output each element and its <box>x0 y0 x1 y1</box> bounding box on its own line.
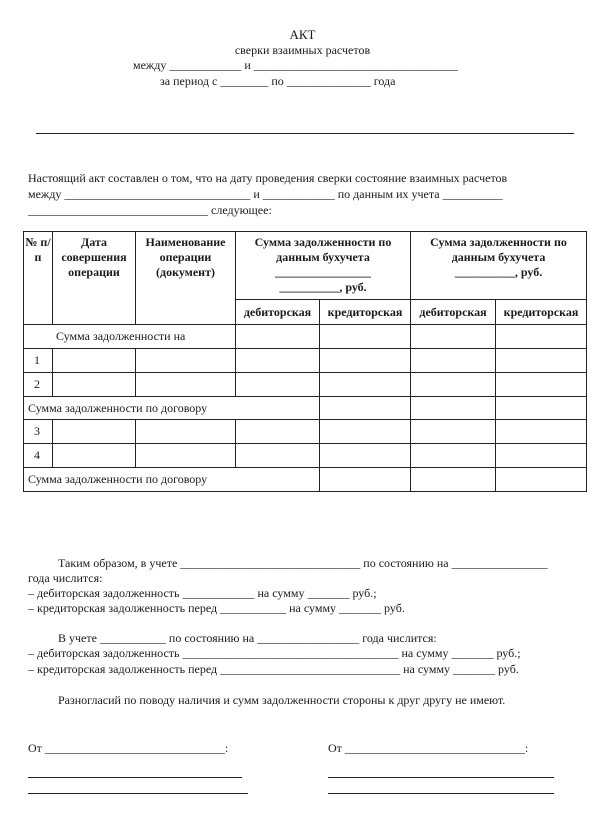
header-operation: Наименование операции (документ) <box>136 232 236 325</box>
table-cell <box>236 444 320 468</box>
signature-line-left-2 <box>28 793 248 794</box>
table-row <box>24 373 587 397</box>
table-row <box>24 444 587 468</box>
summary-p2-line1: В учете ___________ по состоянию на _________________ года числится: <box>58 631 437 645</box>
table-cell <box>53 373 136 397</box>
signature-line-right-1 <box>328 777 554 778</box>
table-cell <box>496 397 587 420</box>
row-contract-total-2: Сумма задолженности по договору <box>24 468 320 492</box>
table-cell <box>320 468 411 492</box>
signature-from-left: От ______________________________: <box>28 741 229 755</box>
table-cell <box>236 420 320 444</box>
table-cell <box>236 349 320 373</box>
header-debt-party1: Сумма задолженности по данным бухучета ________________ __________, руб. <box>236 232 411 300</box>
table-cell <box>236 373 320 397</box>
intro-line-2: между _______________________________ и ____________ по данным их учета __________ <box>28 187 503 201</box>
summary-p1-line4: – кредиторская задолженность перед ___________ на сумму _______ руб. <box>28 601 405 615</box>
row-number: 2 <box>24 373 53 397</box>
agreement-statement: Разногласий по поводу наличия и сумм задолженности стороны к друг другу не имеют. <box>58 693 506 707</box>
subheader-credit-1: кредиторская <box>320 300 411 325</box>
doc-title: АКТ <box>289 27 316 42</box>
table-cell <box>320 349 411 373</box>
table-cell <box>411 468 496 492</box>
table-cell <box>496 349 587 373</box>
table-cell <box>320 397 411 420</box>
table-cell <box>320 420 411 444</box>
doc-subtitle: сверки взаимных расчетов <box>234 43 371 57</box>
period-line: за период с ________ по ______________ года <box>160 74 396 88</box>
header-num: № п/п <box>24 232 53 325</box>
summary-p2-line3: – кредиторская задолженность перед ______________________________ на сумму _______ руб. <box>28 662 519 676</box>
table-cell <box>496 468 587 492</box>
table-cell <box>411 420 496 444</box>
row-contract-total-1: Сумма задолженности по договору <box>24 397 320 420</box>
table-cell <box>136 444 236 468</box>
table-cell <box>236 325 320 349</box>
table-cell <box>496 325 587 349</box>
table-cell <box>411 349 496 373</box>
table-row <box>24 325 587 349</box>
intro-line-3: ______________________________ следующее: <box>28 203 272 217</box>
table-cell <box>320 444 411 468</box>
table-cell <box>53 420 136 444</box>
table-cell <box>53 349 136 373</box>
table-cell <box>411 444 496 468</box>
row-number: 4 <box>24 444 53 468</box>
table-cell <box>411 373 496 397</box>
header-debt-party2: Сумма задолженности по данным бухучета __________, руб. <box>411 232 587 300</box>
summary-p1-line1: Таким образом, в учете ______________________________ по состоянию на ________________ <box>58 556 548 570</box>
signature-from-right: От ______________________________: <box>328 741 529 755</box>
table-cell <box>136 373 236 397</box>
summary-p1-line3: – дебиторская задолженность ____________ на сумму _______ руб.; <box>28 586 377 600</box>
summary-p2-line2: – дебиторская задолженность ____________________________________ на сумму _______ руб.; <box>28 646 521 660</box>
table-cell <box>136 349 236 373</box>
table-row <box>24 420 587 444</box>
table-cell <box>411 397 496 420</box>
intro-line-1: Настоящий акт составлен о том, что на дату проведения сверки состояние взаимных расчетов <box>28 171 508 185</box>
table-cell <box>496 444 587 468</box>
row-number: 1 <box>24 349 53 373</box>
table-cell <box>136 420 236 444</box>
reconciliation-table <box>23 231 587 492</box>
row-opening-balance: Сумма задолженности на <box>24 325 236 349</box>
separator-line <box>36 133 574 134</box>
table-cell <box>411 325 496 349</box>
signature-line-right-2 <box>328 793 554 794</box>
header-date: Дата совершения операции <box>53 232 136 325</box>
between-line: между ____________ и __________________________________ <box>133 58 458 72</box>
table-cell <box>320 325 411 349</box>
table-row <box>24 468 587 492</box>
summary-p1-line2: года числится: <box>28 571 103 585</box>
row-number: 3 <box>24 420 53 444</box>
subheader-credit-2: кредиторская <box>496 300 587 325</box>
table-cell <box>320 373 411 397</box>
table-cell <box>496 420 587 444</box>
subheader-debit-2: дебиторская <box>411 300 496 325</box>
signature-line-left-1 <box>28 777 242 778</box>
table-cell <box>496 373 587 397</box>
subheader-debit-1: дебиторская <box>236 300 320 325</box>
table-cell <box>53 444 136 468</box>
table-row <box>24 349 587 373</box>
table-row <box>24 397 587 420</box>
